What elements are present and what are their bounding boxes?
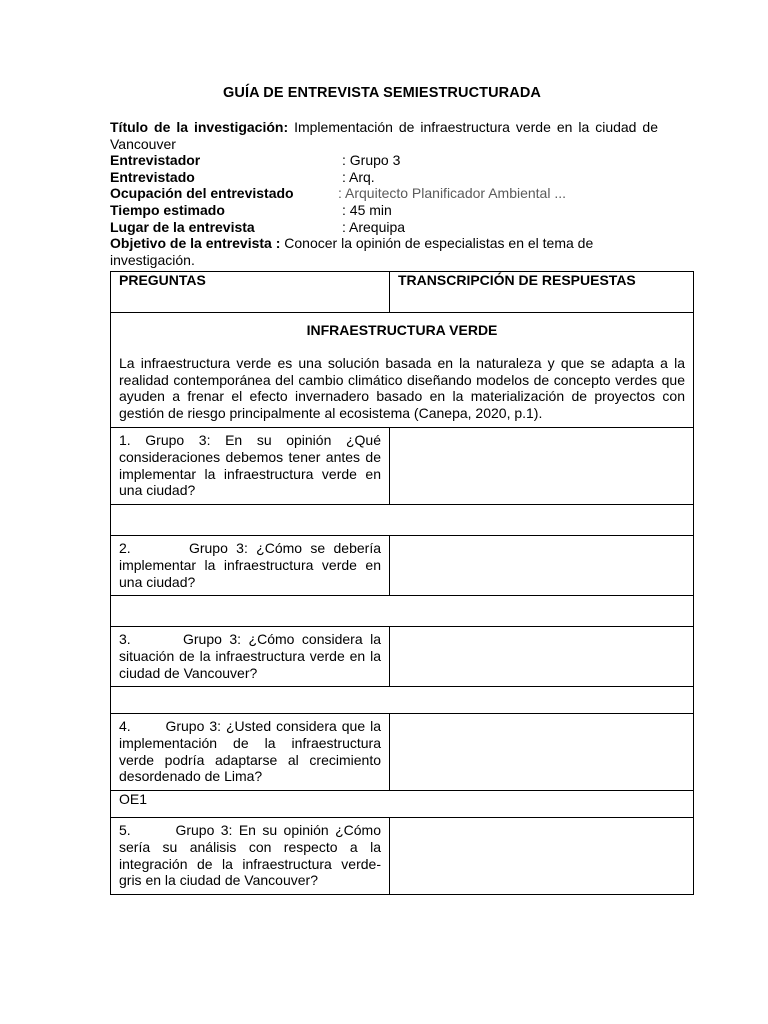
spacer-row	[111, 687, 694, 714]
answer-cell[interactable]	[390, 627, 694, 687]
question-cell	[111, 627, 390, 687]
table-header-row	[111, 272, 694, 313]
question-text: 4. Grupo 3: ¿Usted considera que la implementación de la infraestructura verde podría adaptarse al crecimiento desordenado de Lima?	[119, 718, 381, 785]
oe-cell: OE1	[111, 791, 694, 818]
field-label: Lugar de la entrevista	[110, 218, 255, 235]
spacer-cell	[111, 687, 694, 714]
table-row	[111, 428, 694, 505]
answer-cell[interactable]	[390, 536, 694, 596]
question-text: 3. Grupo 3: ¿Cómo considera la situación de la infraestructura verde en la ciudad de Vancouver?	[119, 631, 381, 681]
field-location	[110, 219, 658, 236]
objective-row	[111, 791, 694, 818]
interview-table	[110, 271, 694, 895]
field-value: : Arq.	[342, 168, 375, 185]
research-title	[110, 119, 658, 152]
section-row	[111, 313, 694, 428]
spacer-cell	[111, 505, 694, 536]
field-value: : 45 min	[342, 201, 392, 218]
question-cell	[111, 536, 390, 596]
question-text: 5. Grupo 3: En su opinión ¿Cómo sería su análisis con respecto a la integración de la infraestructura verde-gris en la ciudad de Vancouver?	[119, 822, 381, 889]
header-questions: PREGUNTAS	[111, 272, 390, 313]
spacer-row	[111, 596, 694, 627]
question-cell	[111, 428, 390, 505]
field-label: Ocupación del entrevistado	[110, 185, 294, 202]
table-row	[111, 627, 694, 687]
field-estimated-time	[110, 202, 658, 219]
field-value: : Arquitecto Planificador Ambiental ...	[338, 185, 567, 202]
spacer-row	[111, 505, 694, 536]
field-label: Entrevistado	[110, 168, 195, 185]
field-value: : Arequipa	[342, 218, 406, 235]
field-occupation	[110, 185, 658, 202]
question-text: 2. Grupo 3: ¿Cómo se debería implementar la infraestructura verde en una ciudad?	[119, 540, 381, 590]
header-transcription: TRANSCRIPCIÓN DE RESPUESTAS	[390, 272, 694, 313]
field-value: : Grupo 3	[342, 152, 401, 169]
research-title-label: Título de la investigación:	[110, 119, 289, 135]
field-interviewer	[110, 152, 658, 169]
section-cell	[111, 313, 694, 428]
section-description: La infraestructura verde es una solución basada en la naturaleza y que se adapta a la realidad contemporánea del cambio climático diseñando modelos de concepto verdes que ayuden a frenar el efecto invernadero basado en la materialización de proyectos con gestión de riesgo principalmente al ecosistema (Canepa, 2020, p.1).	[119, 355, 685, 421]
table-row	[111, 536, 694, 596]
objective-value: Conocer la opinión de especialistas en el tema de investigación.	[110, 235, 594, 268]
spacer-cell	[111, 596, 694, 627]
section-title: INFRAESTRUCTURA VERDE	[306, 322, 498, 338]
field-interviewee	[110, 169, 658, 186]
table-row	[111, 818, 694, 895]
interview-objective	[110, 235, 658, 268]
question-text: 1. Grupo 3: En su opinión ¿Qué consideraciones debemos tener antes de implementar la infraestructura verde en una ciudad?	[119, 432, 381, 499]
answer-cell[interactable]	[390, 428, 694, 505]
table-row	[111, 714, 694, 791]
objective-label: Objetivo de la entrevista :	[110, 235, 281, 252]
answer-cell[interactable]	[390, 818, 694, 895]
field-label: Tiempo estimado	[110, 201, 225, 218]
question-cell	[111, 714, 390, 791]
document-title: GUÍA DE ENTREVISTA SEMIESTRUCTURADA	[223, 85, 541, 101]
question-cell	[111, 818, 390, 895]
answer-cell[interactable]	[390, 714, 694, 791]
research-title-value: Implementación de infraestructura verde en la ciudad de Vancouver	[110, 119, 658, 152]
field-label: Entrevistador	[110, 152, 201, 169]
interview-header	[110, 119, 658, 268]
